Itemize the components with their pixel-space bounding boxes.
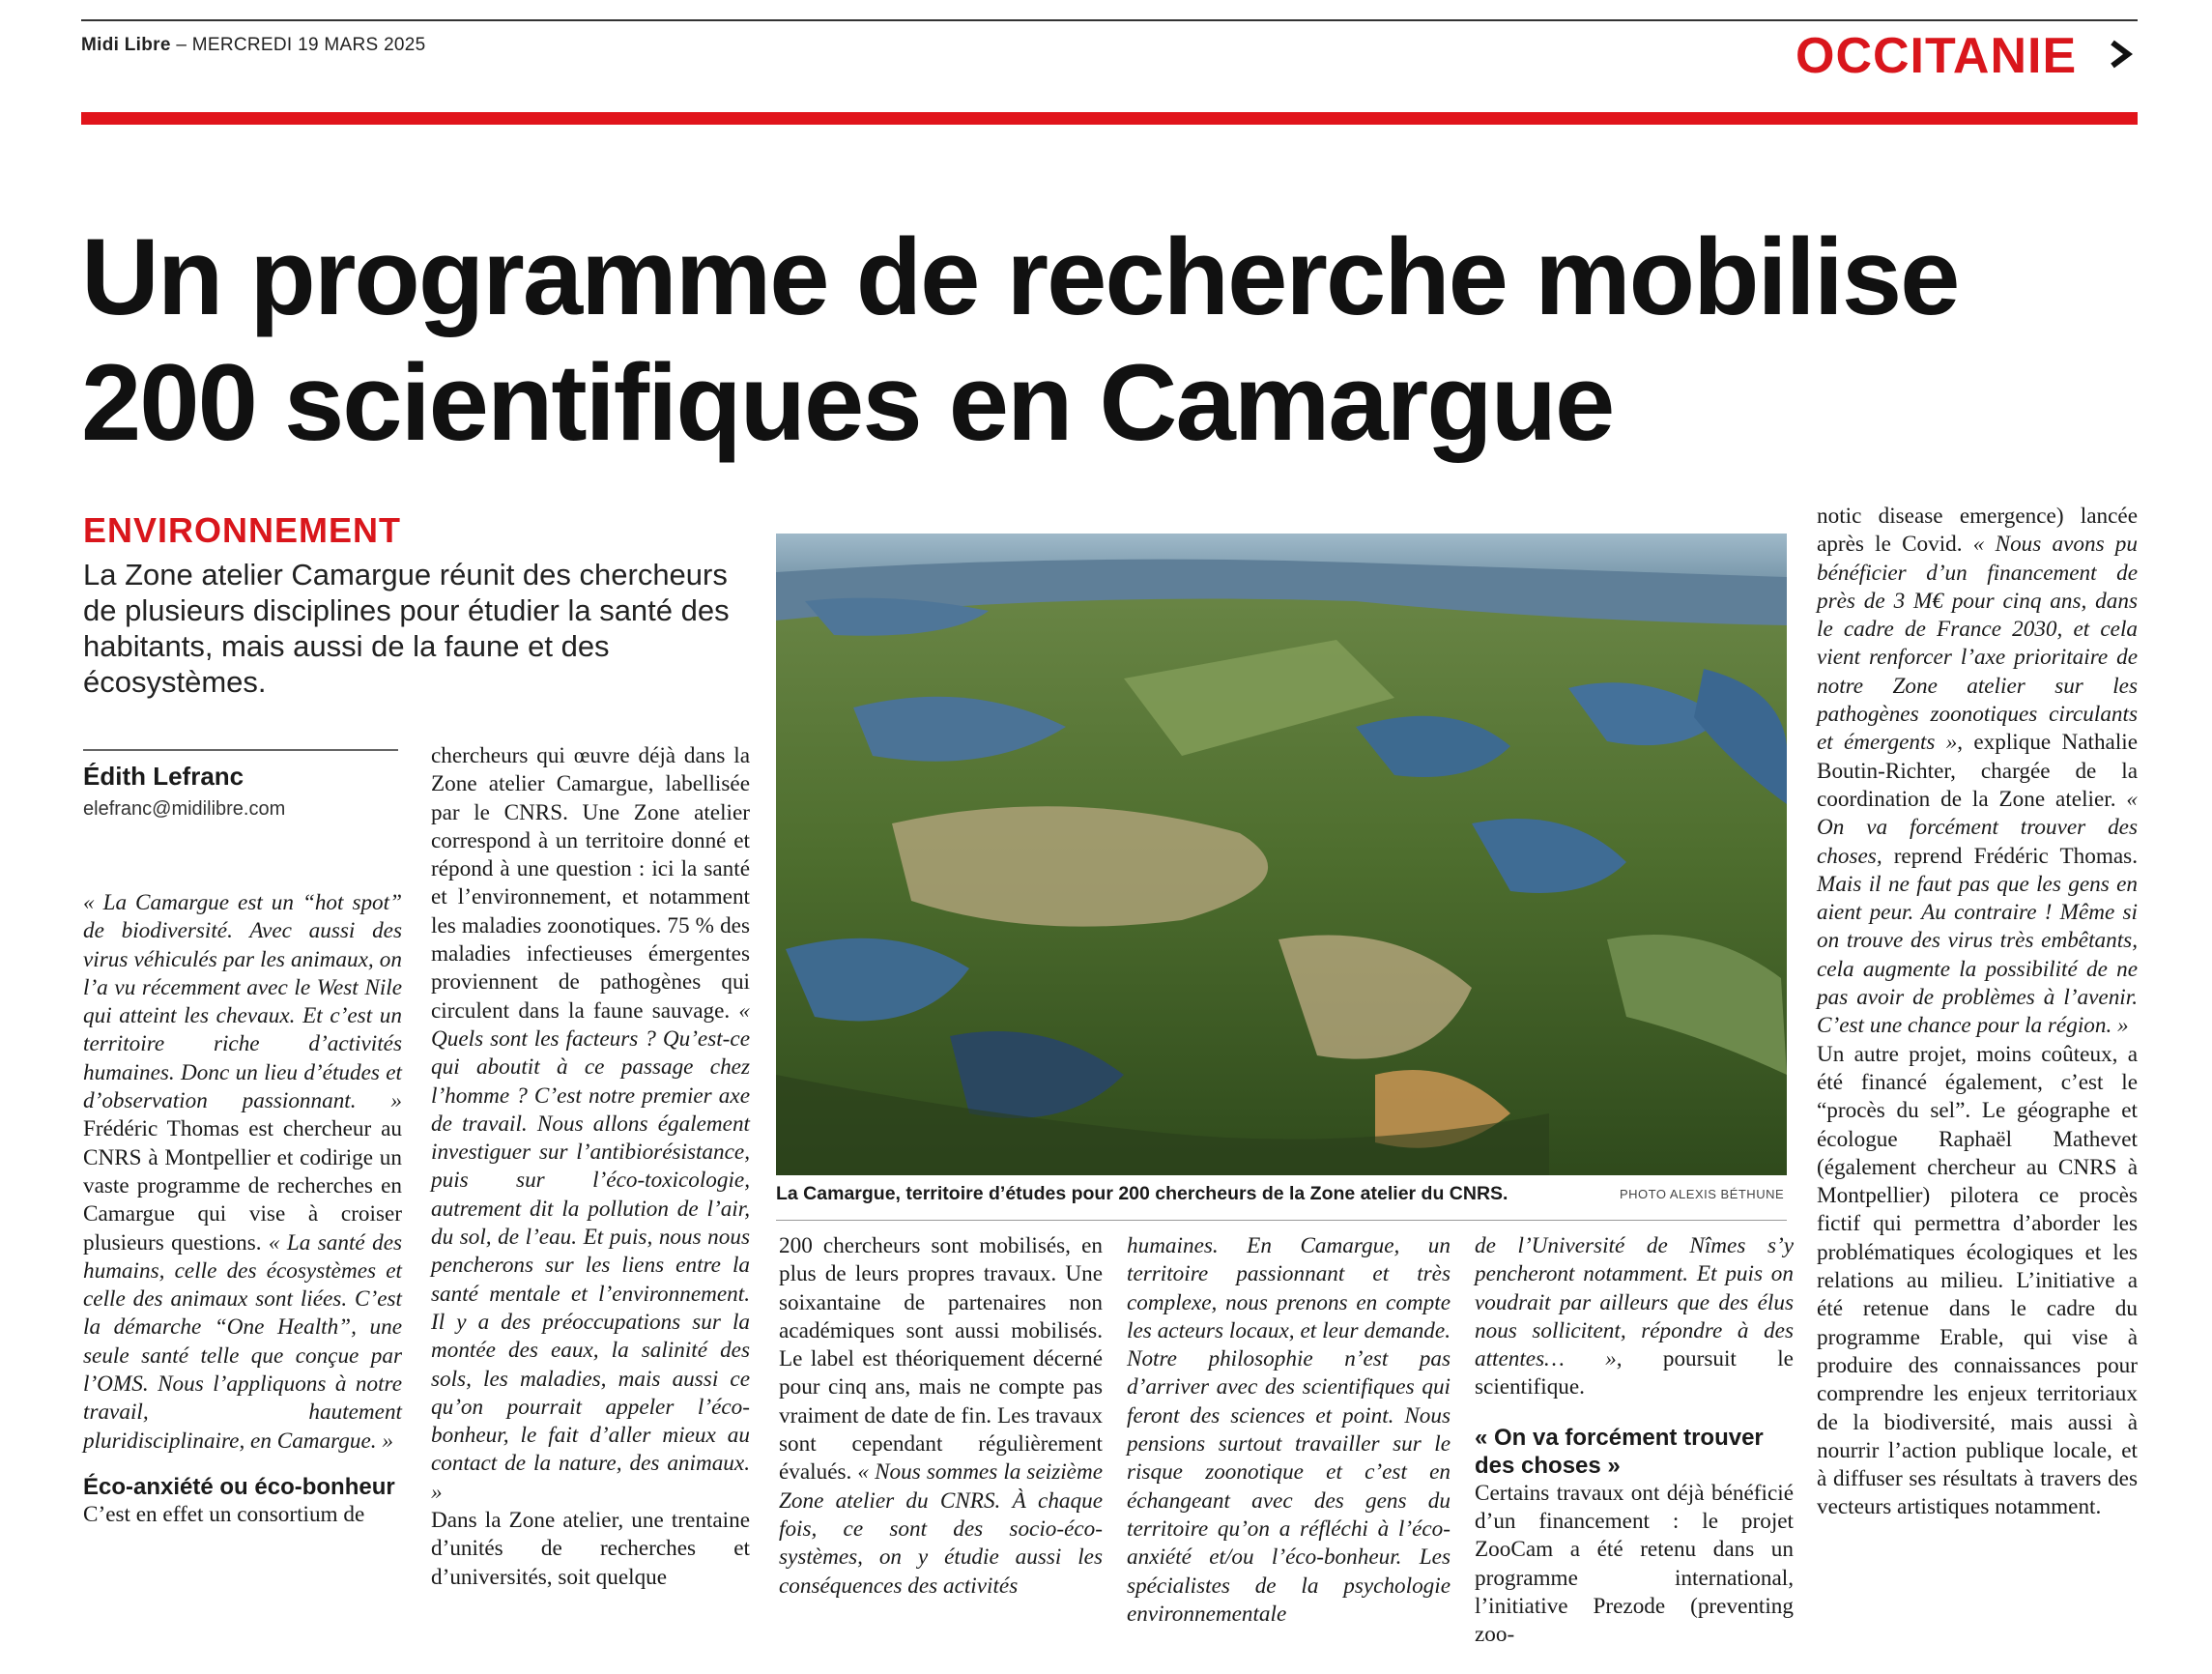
quote: « La santé des humains, celle des écosystèmes et celle des animaux sont liées. C’est la démarche “One Health”, une seule santé telle que conçue par l’OMS. Nous l’appliquons à notre travail, hautement pluridisciplinaire, en Camargue. » — [83, 1229, 403, 1454]
body-text: Un autre projet, moins coûteux, a été financé également, c’est le “procès du sel”. Le géographe et écologue Raphaël Mathevet (également chercheur au CNRS à Montpellier) pilotera ce procès fictif qui permettra d’aborder les problématiques écologiques et les relations au milieu. L’initiative a été retenue dans le cadre du programme Erable, qui vise à produire des connaissances pour comprendre les enjeux territoriaux de la biodiversité, mais aussi à nourrir l’action publique locale, et à diffuser ses résultats à travers des vecteurs artistiques notamment. — [1817, 1041, 2138, 1520]
body-text: Frédéric Thomas est chercheur au CNRS à Montpellier et codirige un vaste programme de recherches en Camargue qui vise à croiser plusieurs questions. — [83, 1116, 402, 1256]
headline — [81, 215, 2149, 466]
standfirst: La Zone atelier Camargue réunit des chercheurs de plusieurs disciplines pour étudier la santé des habitants, mais aussi de la faune et des écosystèmes. — [83, 558, 730, 699]
body-text: , poursuit le scientifique. — [1475, 1346, 1794, 1400]
kicker: ENVIRONNEMENT — [83, 510, 402, 550]
masthead-separator: – — [170, 35, 192, 55]
quote: « La Camargue est un “hot spot” de biodiversité. Avec aussi des virus véhiculés par les animaux, on l’a vu récemment avec le West Nile qui atteint les chevaux. Et c’est un territoire riche d’activités humaines. Donc un lieu d’études et d’observation passionnant. » — [83, 890, 402, 1114]
article-column-3 — [779, 1232, 1103, 1601]
issue-date: MERCREDI 19 MARS 2025 — [191, 35, 426, 55]
top-rule — [81, 19, 2138, 21]
article-column-1 — [83, 889, 402, 1529]
quote: de l’Université de Nîmes s’y pencheront notamment. Et puis on voudrait par ailleurs que des élus nous sollicitent, répondre à des attentes… » — [1475, 1233, 1794, 1372]
photo-credit: PHOTO ALEXIS BÉTHUNE — [1620, 1187, 1785, 1201]
author-name: Édith Lefranc — [83, 762, 244, 791]
quote: Mais il ne faut pas que les gens en aient peur. Au contraire ! Même si on trouve des virus très embêtants, cela augmente la possibilité de ne pas avoir de problèmes à l’avenir. C’est une chance pour la région. » — [1817, 871, 2138, 1039]
article-column-6 — [1817, 503, 2138, 1522]
quote: humaines. En Camargue, un territoire passionnant et très complexe, nous prenons en compte les acteurs locaux, et leur demande. Notre philosophie n’est pas d’arriver avec des scientifiques qui feront des sciences et point. Nous pensions surtout travailler sur le risque zoonotique et c’est en échangeant avec des gens du territoire qu’on a réfléchi à l’éco-anxiété et/ou l’éco-bonheur. Les spécialistes de la psychologie environnementale — [1127, 1233, 1451, 1627]
newspaper-name: Midi Libre — [81, 35, 171, 55]
quote: « Nous avons pu bénéficier d’un financement de près de 3 M€ pour cinq ans, dans le cadre de France 2030, et cela vient renforcer l’axe prioritaire de notre Zone atelier sur les pathogènes zoonotiques circulants et émergents » — [1817, 532, 2138, 756]
body-text: reprend Frédéric Thomas. — [1882, 843, 2138, 869]
article-column-4 — [1127, 1232, 1451, 1629]
article-column-5 — [1475, 1232, 1794, 1650]
byline-rule — [83, 749, 398, 751]
headline-line-1: Un programme de recherche mobilise — [81, 216, 1959, 337]
quote: « On va forcément trouver des choses, — [1817, 786, 2138, 869]
camargue-aerial-photo — [776, 534, 1787, 1175]
masthead — [81, 35, 426, 56]
quote: « Nous sommes la seizième Zone atelier du CNRS. À chaque fois, ce sont des socio-éco-systèmes, on y étudie aussi les conséquences des activités — [779, 1459, 1103, 1599]
body-text: Certains travaux ont déjà bénéficié d’un financement : le projet ZooCam a été retenu dans un programme international, l’initiative Prezode (preventing zoo- — [1475, 1480, 1794, 1648]
section-red-bar — [81, 112, 2138, 125]
body-text: Dans la Zone atelier, une trentaine d’unités de recherches et d’universités, soit quelque — [431, 1508, 750, 1590]
intertitle: « On va forcément trouver des choses » — [1475, 1424, 1764, 1479]
section-label: OCCITANIE — [1795, 28, 2078, 84]
intertitle: Éco-anxiété ou éco-bonheur — [83, 1473, 395, 1500]
author-email: elefranc@midilibre.com — [83, 798, 286, 820]
photo-caption: La Camargue, territoire d’études pour 200 chercheurs de la Zone atelier du CNRS. — [776, 1183, 1508, 1204]
chevron-right-icon — [2107, 39, 2136, 70]
body-text: chercheurs qui œuvre déjà dans la Zone atelier Camargue, labellisée par le CNRS. Une Zone atelier correspond à un territoire donné et répond à une question : ici la santé et l’environnement, et notamment les maladies zoonotiques. 75 % des maladies infectieuses émergentes proviennent de pathogènes qui circulent dans la faune sauvage. — [431, 743, 750, 1024]
quote: « Quels sont les facteurs ? Qu’est-ce qui aboutit à ce passage chez l’homme ? C’est notre premier axe de travail. Nous allons également investiguer sur l’antibiorésistance, puis sur l’éco-toxicologie, autrement dit la pollution de l’air, du sol, de l’eau. Et puis, nous nous pencherons sur les liens entre la santé mentale et l’environnement. Il y a des préoccupations sur la montée des eaux, la salinité des sols, les maladies, mais aussi ce qu’on pourrait appeler l’éco-bonheur, le fait d’aller mieux au contact de la nature, des animaux. » — [431, 997, 750, 1505]
body-text: , explique Nathalie Boutin-Richter, chargée de la coordination de la Zone atelier. — [1817, 730, 2139, 812]
body-text: C’est en effet un consortium de — [83, 1501, 365, 1527]
article-column-2 — [431, 742, 750, 1592]
body-text: notic disease emergence) lancée après le Covid. — [1817, 504, 2138, 558]
body-text: 200 chercheurs sont mobilisés, en plus de leurs propres travaux. Une soixantaine de partenaires non académiques sont aussi mobilisés. Le label est théoriquement décerné pour cinq ans, mais ne compte pas vraiment de date de fin. Les travaux sont cependant régulièrement évalués. — [779, 1233, 1103, 1486]
headline-line-2: 200 scientifiques en Camargue — [81, 342, 1614, 463]
caption-rule — [776, 1220, 1787, 1221]
